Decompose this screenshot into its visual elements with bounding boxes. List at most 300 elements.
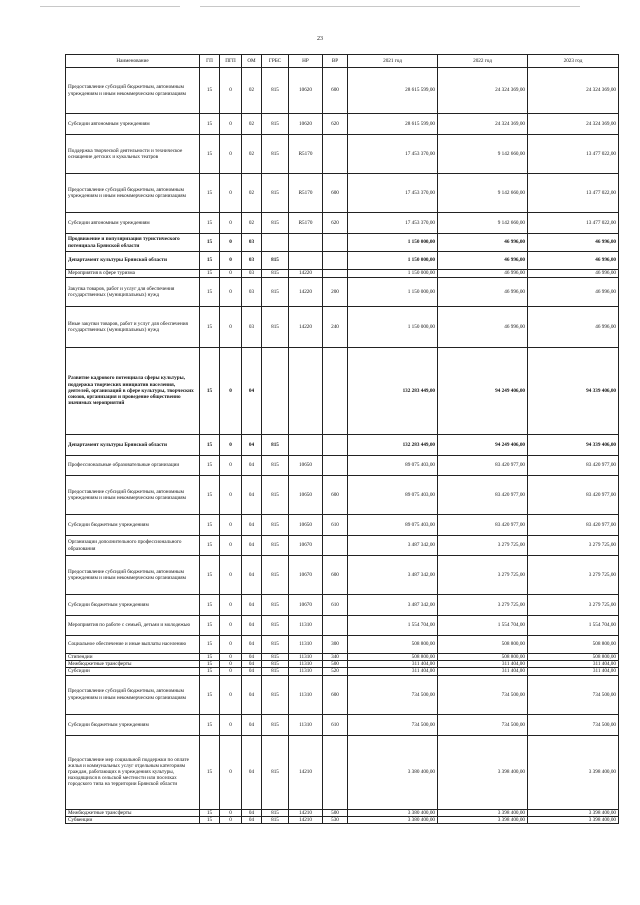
budget-table (65, 54, 619, 824)
year-2021-cell: 3 487 342,00 (348, 556, 438, 595)
gp-cell: 15 (200, 816, 220, 823)
vr-cell (323, 536, 348, 556)
table-row (66, 278, 619, 307)
table-row (66, 307, 619, 348)
column-header: ВР (323, 55, 348, 68)
gp-cell: 15 (200, 809, 220, 816)
column-header: Наименование (66, 55, 200, 68)
year-2022-cell: 46 996,00 (438, 270, 528, 278)
year-2023-cell: 13 477 022,00 (528, 213, 619, 234)
gp-cell: 15 (200, 174, 220, 213)
gp-cell: 15 (200, 661, 220, 668)
gp-cell: 15 (200, 68, 220, 114)
year-2023-cell: 46 996,00 (528, 252, 619, 270)
grbs-cell: 815 (262, 809, 289, 816)
row-name-cell: Субсидии бюджетным учреждениям (66, 595, 200, 616)
om-cell: 04 (242, 668, 262, 675)
year-2021-cell: 28 615 599,00 (348, 68, 438, 114)
year-2021-cell: 1 150 000,00 (348, 234, 438, 252)
year-2022-cell: 3 398 400,00 (438, 816, 528, 823)
year-2021-cell: 1 150 000,00 (348, 252, 438, 270)
nr-cell: 14210 (289, 816, 323, 823)
vr-cell (323, 252, 348, 270)
om-cell: 04 (242, 714, 262, 735)
row-name-cell: Предоставление субсидий бюджетным, автономным учреждениям и иным некоммерческим организациям (66, 556, 200, 595)
table-row (66, 456, 619, 476)
row-name-cell: Субсидии бюджетным учреждениям (66, 515, 200, 536)
gp-cell: 15 (200, 476, 220, 515)
row-name-cell: Департамент культуры Брянской области (66, 252, 200, 270)
om-cell: 04 (242, 816, 262, 823)
nr-cell: 10620 (289, 114, 323, 135)
year-2021-cell: 3 487 342,00 (348, 536, 438, 556)
om-cell: 02 (242, 213, 262, 234)
year-2023-cell: 46 996,00 (528, 278, 619, 307)
column-header: ГП (200, 55, 220, 68)
pgp-cell: 0 (220, 556, 242, 595)
row-name-cell: Иные закупки товаров, работ и услуг для обеспечения государственных (муниципальных) нужд (66, 307, 200, 348)
om-cell: 04 (242, 456, 262, 476)
pgp-cell: 0 (220, 654, 242, 661)
om-cell: 02 (242, 68, 262, 114)
pgp-cell: 0 (220, 68, 242, 114)
gp-cell: 15 (200, 213, 220, 234)
year-2022-cell: 83 420 977,00 (438, 515, 528, 536)
row-name-cell: Продвижение и популяризация туристического потенциала Брянской области (66, 234, 200, 252)
grbs-cell (262, 348, 289, 435)
year-2021-cell: 3 487 342,00 (348, 595, 438, 616)
year-2022-cell: 46 996,00 (438, 307, 528, 348)
gp-cell: 15 (200, 556, 220, 595)
row-name-cell: Межбюджетные трансферты (66, 661, 200, 668)
nr-cell (289, 234, 323, 252)
pgp-cell: 0 (220, 114, 242, 135)
year-2021-cell: 734 500,00 (348, 675, 438, 714)
year-2021-cell: 132 283 449,00 (348, 348, 438, 435)
grbs-cell: 815 (262, 661, 289, 668)
grbs-cell: 815 (262, 595, 289, 616)
gp-cell: 15 (200, 654, 220, 661)
gp-cell: 15 (200, 675, 220, 714)
gp-cell: 15 (200, 636, 220, 654)
gp-cell: 15 (200, 307, 220, 348)
year-2023-cell: 3 398 400,00 (528, 809, 619, 816)
vr-cell (323, 435, 348, 456)
grbs-cell: 815 (262, 456, 289, 476)
gp-cell: 15 (200, 714, 220, 735)
gp-cell: 15 (200, 735, 220, 809)
nr-cell: 10620 (289, 68, 323, 114)
om-cell: 04 (242, 595, 262, 616)
year-2021-cell: 734 500,00 (348, 714, 438, 735)
year-2021-cell: 508 800,00 (348, 654, 438, 661)
vr-cell: 600 (323, 174, 348, 213)
table-row (66, 816, 619, 823)
nr-cell: 11310 (289, 675, 323, 714)
nr-cell: 14220 (289, 278, 323, 307)
year-2022-cell: 9 142 660,00 (438, 174, 528, 213)
table-row (66, 668, 619, 675)
year-2023-cell: 3 398 400,00 (528, 735, 619, 809)
gp-cell: 15 (200, 114, 220, 135)
row-name-cell: Предоставление субсидий бюджетным, автономным учреждениям и иным некоммерческим организациям (66, 174, 200, 213)
pgp-cell: 0 (220, 735, 242, 809)
pgp-cell: 0 (220, 616, 242, 636)
grbs-cell: 815 (262, 68, 289, 114)
nr-cell: 10650 (289, 476, 323, 515)
pgp-cell: 0 (220, 270, 242, 278)
pgp-cell: 0 (220, 307, 242, 348)
om-cell: 03 (242, 278, 262, 307)
gp-cell: 15 (200, 234, 220, 252)
om-cell: 04 (242, 515, 262, 536)
table-row (66, 595, 619, 616)
year-2022-cell: 24 324 369,00 (438, 68, 528, 114)
year-2023-cell: 311 404,00 (528, 661, 619, 668)
grbs-cell (262, 234, 289, 252)
pgp-cell: 0 (220, 668, 242, 675)
year-2022-cell: 46 996,00 (438, 252, 528, 270)
year-2022-cell: 3 398 400,00 (438, 809, 528, 816)
table-row (66, 714, 619, 735)
year-2021-cell: 17 453 370,00 (348, 174, 438, 213)
scan-edge-line (200, 6, 580, 7)
column-header: НР (289, 55, 323, 68)
year-2022-cell: 1 554 704,00 (438, 616, 528, 636)
year-2022-cell: 3 279 725,00 (438, 556, 528, 595)
pgp-cell: 0 (220, 252, 242, 270)
table-row (66, 654, 619, 661)
vr-cell: 600 (323, 675, 348, 714)
pgp-cell: 0 (220, 234, 242, 252)
om-cell: 04 (242, 476, 262, 515)
year-2022-cell: 3 279 725,00 (438, 536, 528, 556)
grbs-cell: 815 (262, 252, 289, 270)
scan-edge-line (40, 6, 180, 7)
row-name-cell: Предоставление субсидий бюджетным, автономным учреждениям и иным некоммерческим организациям (66, 68, 200, 114)
vr-cell: 600 (323, 476, 348, 515)
table-row (66, 114, 619, 135)
grbs-cell: 815 (262, 636, 289, 654)
om-cell: 03 (242, 270, 262, 278)
year-2021-cell: 508 800,00 (348, 636, 438, 654)
year-2023-cell: 24 324 369,00 (528, 114, 619, 135)
table-row (66, 68, 619, 114)
vr-cell (323, 456, 348, 476)
om-cell: 04 (242, 536, 262, 556)
year-2022-cell: 94 249 406,00 (438, 348, 528, 435)
pgp-cell: 0 (220, 476, 242, 515)
pgp-cell: 0 (220, 661, 242, 668)
year-2023-cell: 3 279 725,00 (528, 595, 619, 616)
row-name-cell: Развитие кадрового потенциала сферы культуры, поддержка творческих инициатив населения, деятелей, организаций в сфере культуры, творческих союзов, организация и проведение общественно значимых мероприятий (66, 348, 200, 435)
nr-cell: 11310 (289, 654, 323, 661)
om-cell: 03 (242, 307, 262, 348)
year-2021-cell: 89 075 403,00 (348, 476, 438, 515)
om-cell: 04 (242, 435, 262, 456)
grbs-cell: 815 (262, 213, 289, 234)
vr-cell: 600 (323, 556, 348, 595)
grbs-cell: 815 (262, 515, 289, 536)
year-2023-cell: 3 279 725,00 (528, 536, 619, 556)
row-name-cell: Стипендии (66, 654, 200, 661)
pgp-cell: 0 (220, 135, 242, 174)
nr-cell (289, 348, 323, 435)
year-2023-cell: 94 339 406,00 (528, 435, 619, 456)
vr-cell: 300 (323, 636, 348, 654)
vr-cell (323, 135, 348, 174)
year-2022-cell: 311 404,00 (438, 661, 528, 668)
om-cell: 04 (242, 556, 262, 595)
vr-cell: 240 (323, 307, 348, 348)
om-cell: 04 (242, 809, 262, 816)
table-row (66, 536, 619, 556)
vr-cell (323, 348, 348, 435)
year-2023-cell: 83 420 977,00 (528, 476, 619, 515)
table-row (66, 435, 619, 456)
table-row (66, 616, 619, 636)
pgp-cell: 0 (220, 816, 242, 823)
row-name-cell: Предоставление мер социальной поддержки по оплате жилья и коммунальных услуг отдельным категориям граждан, работающих в учреждениях культуры, находящихся в сельской местности или поселках городского типа на территории Брянской области (66, 735, 200, 809)
row-name-cell: Мероприятия в сфере туризма (66, 270, 200, 278)
pgp-cell: 0 (220, 213, 242, 234)
gp-cell: 15 (200, 252, 220, 270)
pgp-cell: 0 (220, 714, 242, 735)
om-cell: 04 (242, 654, 262, 661)
column-header: 2021 год (348, 55, 438, 68)
year-2021-cell: 28 615 599,00 (348, 114, 438, 135)
nr-cell: R5170 (289, 135, 323, 174)
table-row (66, 135, 619, 174)
nr-cell: 11310 (289, 616, 323, 636)
table-row (66, 735, 619, 809)
pgp-cell: 0 (220, 456, 242, 476)
row-name-cell: Поддержка творческой деятельности и техническое оснащение детских и кукольных театров (66, 135, 200, 174)
year-2023-cell: 3 279 725,00 (528, 556, 619, 595)
grbs-cell: 815 (262, 735, 289, 809)
grbs-cell: 815 (262, 278, 289, 307)
year-2023-cell: 734 500,00 (528, 675, 619, 714)
table-row (66, 270, 619, 278)
year-2022-cell: 94 249 406,00 (438, 435, 528, 456)
nr-cell: 14220 (289, 270, 323, 278)
table-row (66, 252, 619, 270)
row-name-cell: Субсидии бюджетным учреждениям (66, 714, 200, 735)
year-2022-cell: 311 404,00 (438, 668, 528, 675)
grbs-cell: 815 (262, 616, 289, 636)
nr-cell: 14210 (289, 735, 323, 809)
pgp-cell: 0 (220, 636, 242, 654)
row-name-cell: Межбюджетные трансферты (66, 809, 200, 816)
year-2021-cell: 3 380 400,00 (348, 809, 438, 816)
column-header: ГРБС (262, 55, 289, 68)
pgp-cell: 0 (220, 595, 242, 616)
grbs-cell: 815 (262, 435, 289, 456)
gp-cell: 15 (200, 348, 220, 435)
row-name-cell: Субвенции (66, 816, 200, 823)
grbs-cell: 815 (262, 556, 289, 595)
vr-cell: 530 (323, 816, 348, 823)
year-2022-cell: 734 500,00 (438, 714, 528, 735)
year-2021-cell: 3 380 400,00 (348, 735, 438, 809)
column-header: 2022 год (438, 55, 528, 68)
table-row (66, 636, 619, 654)
pgp-cell: 0 (220, 536, 242, 556)
year-2021-cell: 17 453 370,00 (348, 213, 438, 234)
year-2022-cell: 9 142 660,00 (438, 135, 528, 174)
grbs-cell: 815 (262, 675, 289, 714)
nr-cell: 14210 (289, 809, 323, 816)
vr-cell: 600 (323, 68, 348, 114)
gp-cell: 15 (200, 435, 220, 456)
year-2021-cell: 311 404,00 (348, 668, 438, 675)
row-name-cell: Организации дополнительного профессионального образования (66, 536, 200, 556)
nr-cell: R5170 (289, 174, 323, 213)
grbs-cell: 815 (262, 816, 289, 823)
year-2023-cell: 734 500,00 (528, 714, 619, 735)
row-name-cell: Мероприятия по работе с семьей, детьми и молодежью (66, 616, 200, 636)
year-2023-cell: 311 404,00 (528, 668, 619, 675)
year-2022-cell: 508 800,00 (438, 654, 528, 661)
nr-cell: 10670 (289, 556, 323, 595)
om-cell: 04 (242, 661, 262, 668)
year-2022-cell: 9 142 660,00 (438, 213, 528, 234)
column-header: ОМ (242, 55, 262, 68)
vr-cell: 610 (323, 595, 348, 616)
nr-cell: 10670 (289, 595, 323, 616)
year-2022-cell: 83 420 977,00 (438, 476, 528, 515)
om-cell: 02 (242, 114, 262, 135)
vr-cell: 520 (323, 668, 348, 675)
om-cell: 04 (242, 636, 262, 654)
om-cell: 04 (242, 348, 262, 435)
year-2022-cell: 24 324 369,00 (438, 114, 528, 135)
vr-cell (323, 234, 348, 252)
vr-cell: 620 (323, 213, 348, 234)
pgp-cell: 0 (220, 515, 242, 536)
om-cell: 04 (242, 616, 262, 636)
table-row (66, 213, 619, 234)
table-row (66, 515, 619, 536)
vr-cell: 500 (323, 661, 348, 668)
nr-cell (289, 252, 323, 270)
row-name-cell: Предоставление субсидий бюджетным, автономным учреждениям и иным некоммерческим организациям (66, 675, 200, 714)
row-name-cell: Субсидии автономным учреждениям (66, 114, 200, 135)
pgp-cell: 0 (220, 675, 242, 714)
page-number: 23 (317, 36, 323, 42)
year-2021-cell: 311 404,00 (348, 661, 438, 668)
vr-cell: 500 (323, 809, 348, 816)
pgp-cell: 0 (220, 348, 242, 435)
year-2023-cell: 508 800,00 (528, 654, 619, 661)
grbs-cell: 815 (262, 270, 289, 278)
gp-cell: 15 (200, 536, 220, 556)
grbs-cell: 815 (262, 714, 289, 735)
year-2023-cell: 46 996,00 (528, 234, 619, 252)
column-header: ПГП (220, 55, 242, 68)
year-2022-cell: 83 420 977,00 (438, 456, 528, 476)
column-header: 2023 год (528, 55, 619, 68)
year-2021-cell: 17 453 370,00 (348, 135, 438, 174)
nr-cell (289, 435, 323, 456)
gp-cell: 15 (200, 135, 220, 174)
year-2021-cell: 1 554 704,00 (348, 616, 438, 636)
grbs-cell: 815 (262, 536, 289, 556)
year-2023-cell: 46 996,00 (528, 307, 619, 348)
pgp-cell: 0 (220, 435, 242, 456)
row-name-cell: Департамент культуры Брянской области (66, 435, 200, 456)
table-row (66, 809, 619, 816)
pgp-cell: 0 (220, 809, 242, 816)
table-row (66, 234, 619, 252)
year-2022-cell: 3 279 725,00 (438, 595, 528, 616)
grbs-cell: 815 (262, 476, 289, 515)
table-header-row (66, 55, 619, 68)
row-name-cell: Закупка товаров, работ и услуг для обеспечения государственных (муниципальных) нужд (66, 278, 200, 307)
gp-cell: 15 (200, 616, 220, 636)
year-2021-cell: 1 150 000,00 (348, 307, 438, 348)
nr-cell: R5170 (289, 213, 323, 234)
year-2023-cell: 83 420 977,00 (528, 456, 619, 476)
year-2021-cell: 89 075 403,00 (348, 456, 438, 476)
year-2022-cell: 734 500,00 (438, 675, 528, 714)
row-name-cell: Предоставление субсидий бюджетным, автономным учреждениям и иным некоммерческим организациям (66, 476, 200, 515)
om-cell: 03 (242, 252, 262, 270)
year-2023-cell: 13 477 022,00 (528, 174, 619, 213)
vr-cell: 620 (323, 114, 348, 135)
om-cell: 03 (242, 234, 262, 252)
gp-cell: 15 (200, 668, 220, 675)
nr-cell: 10650 (289, 456, 323, 476)
pgp-cell: 0 (220, 174, 242, 213)
om-cell: 04 (242, 675, 262, 714)
year-2021-cell: 89 075 403,00 (348, 515, 438, 536)
gp-cell: 15 (200, 270, 220, 278)
row-name-cell: Субсидии (66, 668, 200, 675)
year-2023-cell: 24 324 369,00 (528, 68, 619, 114)
year-2022-cell: 46 996,00 (438, 234, 528, 252)
nr-cell: 11310 (289, 714, 323, 735)
grbs-cell: 815 (262, 307, 289, 348)
year-2022-cell: 3 398 400,00 (438, 735, 528, 809)
grbs-cell: 815 (262, 654, 289, 661)
year-2023-cell: 13 477 022,00 (528, 135, 619, 174)
nr-cell: 14220 (289, 307, 323, 348)
year-2023-cell: 94 339 406,00 (528, 348, 619, 435)
grbs-cell: 815 (262, 668, 289, 675)
grbs-cell: 815 (262, 135, 289, 174)
row-name-cell: Субсидии автономным учреждениям (66, 213, 200, 234)
year-2023-cell: 3 398 400,00 (528, 816, 619, 823)
om-cell: 04 (242, 735, 262, 809)
year-2021-cell: 132 283 449,00 (348, 435, 438, 456)
vr-cell: 610 (323, 515, 348, 536)
vr-cell (323, 735, 348, 809)
year-2021-cell: 3 380 400,00 (348, 816, 438, 823)
year-2023-cell: 508 800,00 (528, 636, 619, 654)
nr-cell: 10650 (289, 515, 323, 536)
table-row (66, 661, 619, 668)
table-row (66, 556, 619, 595)
om-cell: 02 (242, 135, 262, 174)
year-2021-cell: 1 150 000,00 (348, 278, 438, 307)
nr-cell: 10670 (289, 536, 323, 556)
row-name-cell: Социальное обеспечение и иные выплаты населению (66, 636, 200, 654)
table-row (66, 675, 619, 714)
om-cell: 02 (242, 174, 262, 213)
grbs-cell: 815 (262, 114, 289, 135)
nr-cell: 11310 (289, 661, 323, 668)
